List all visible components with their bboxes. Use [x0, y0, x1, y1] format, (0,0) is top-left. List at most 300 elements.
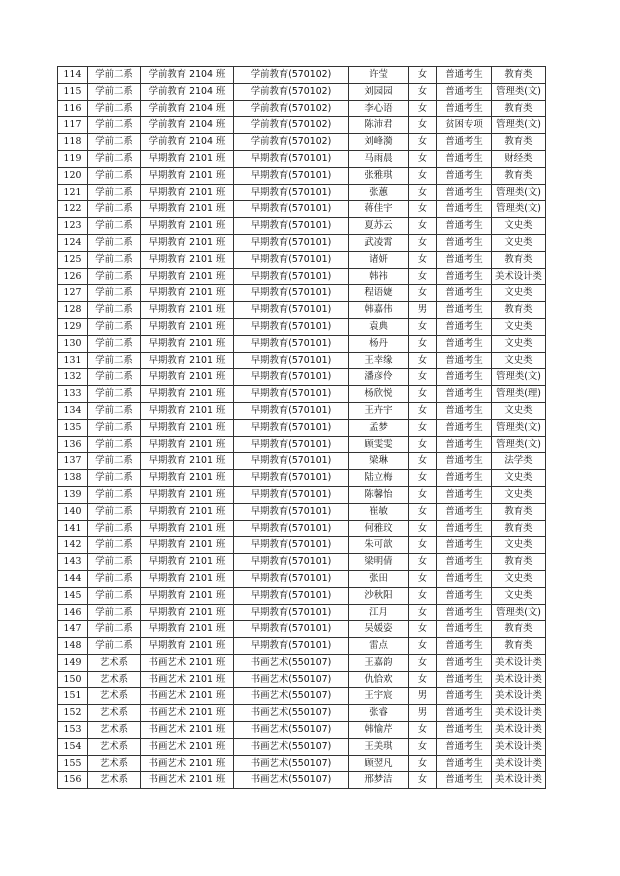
class-name-cell: 早期教育 2101 班	[141, 604, 234, 621]
gender-cell: 女	[409, 134, 437, 151]
row-number-cell: 141	[58, 520, 88, 537]
admission-type-cell: 普通考生	[437, 587, 492, 604]
student-name-cell: 梁琳	[349, 453, 409, 470]
department-cell: 艺术系	[88, 688, 141, 705]
table-row	[58, 402, 546, 419]
exam-category-cell: 教育类	[492, 621, 546, 638]
admission-type-cell: 普通考生	[437, 302, 492, 319]
row-number-cell: 143	[58, 554, 88, 571]
table-row	[58, 604, 546, 621]
table-row	[58, 100, 546, 117]
major-cell: 早期教育(570101)	[234, 285, 349, 302]
table-row	[58, 654, 546, 671]
table-row	[58, 134, 546, 151]
major-cell: 书画艺术(550107)	[234, 688, 349, 705]
table-row	[58, 335, 546, 352]
gender-cell: 女	[409, 117, 437, 134]
exam-category-cell: 美术设计类	[492, 688, 546, 705]
major-cell: 早期教育(570101)	[234, 419, 349, 436]
admission-type-cell: 普通考生	[437, 167, 492, 184]
admission-type-cell: 普通考生	[437, 386, 492, 403]
admission-type-cell: 普通考生	[437, 218, 492, 235]
admission-type-cell: 普通考生	[437, 772, 492, 789]
row-number-cell: 155	[58, 755, 88, 772]
admission-type-cell: 普通考生	[437, 705, 492, 722]
department-cell: 学前二系	[88, 470, 141, 487]
exam-category-cell: 教育类	[492, 134, 546, 151]
major-cell: 早期教育(570101)	[234, 570, 349, 587]
class-name-cell: 早期教育 2101 班	[141, 386, 234, 403]
gender-cell: 女	[409, 402, 437, 419]
student-name-cell: 王嘉韵	[349, 654, 409, 671]
gender-cell: 女	[409, 554, 437, 571]
student-name-cell: 顾雯雯	[349, 436, 409, 453]
row-number-cell: 149	[58, 654, 88, 671]
class-name-cell: 早期教育 2101 班	[141, 318, 234, 335]
admission-type-cell: 普通考生	[437, 251, 492, 268]
row-number-cell: 114	[58, 67, 88, 84]
gender-cell: 女	[409, 285, 437, 302]
student-name-cell: 袁典	[349, 318, 409, 335]
table-row	[58, 705, 546, 722]
gender-cell: 女	[409, 419, 437, 436]
row-number-cell: 130	[58, 335, 88, 352]
class-name-cell: 早期教育 2101 班	[141, 184, 234, 201]
gender-cell: 女	[409, 587, 437, 604]
class-name-cell: 早期教育 2101 班	[141, 218, 234, 235]
class-name-cell: 早期教育 2101 班	[141, 503, 234, 520]
gender-cell: 女	[409, 150, 437, 167]
major-cell: 学前教育(570102)	[234, 134, 349, 151]
table-row	[58, 218, 546, 235]
department-cell: 艺术系	[88, 772, 141, 789]
major-cell: 早期教育(570101)	[234, 201, 349, 218]
gender-cell: 女	[409, 537, 437, 554]
gender-cell: 女	[409, 486, 437, 503]
class-name-cell: 早期教育 2101 班	[141, 419, 234, 436]
student-name-cell: 蒋佳宇	[349, 201, 409, 218]
table-row	[58, 352, 546, 369]
exam-category-cell: 文史类	[492, 234, 546, 251]
gender-cell: 女	[409, 369, 437, 386]
student-name-cell: 杨欣悦	[349, 386, 409, 403]
class-name-cell: 早期教育 2101 班	[141, 352, 234, 369]
major-cell: 早期教育(570101)	[234, 150, 349, 167]
admission-type-cell: 普通考生	[437, 520, 492, 537]
table-row	[58, 83, 546, 100]
row-number-cell: 118	[58, 134, 88, 151]
major-cell: 早期教育(570101)	[234, 402, 349, 419]
admission-type-cell: 普通考生	[437, 537, 492, 554]
class-name-cell: 学前教育 2104 班	[141, 134, 234, 151]
admission-type-cell: 普通考生	[437, 150, 492, 167]
department-cell: 学前二系	[88, 335, 141, 352]
row-number-cell: 121	[58, 184, 88, 201]
row-number-cell: 150	[58, 671, 88, 688]
table-row	[58, 638, 546, 655]
exam-category-cell: 文史类	[492, 587, 546, 604]
major-cell: 学前教育(570102)	[234, 67, 349, 84]
table-row	[58, 453, 546, 470]
student-name-cell: 仇恰欢	[349, 671, 409, 688]
exam-category-cell: 管理类(文)	[492, 201, 546, 218]
major-cell: 早期教育(570101)	[234, 537, 349, 554]
row-number-cell: 127	[58, 285, 88, 302]
exam-category-cell: 文史类	[492, 285, 546, 302]
exam-category-cell: 文史类	[492, 318, 546, 335]
exam-category-cell: 美术设计类	[492, 738, 546, 755]
row-number-cell: 132	[58, 369, 88, 386]
student-name-cell: 潘彦伶	[349, 369, 409, 386]
major-cell: 早期教育(570101)	[234, 251, 349, 268]
class-name-cell: 早期教育 2101 班	[141, 150, 234, 167]
major-cell: 早期教育(570101)	[234, 352, 349, 369]
department-cell: 学前二系	[88, 318, 141, 335]
class-name-cell: 早期教育 2101 班	[141, 537, 234, 554]
admission-type-cell: 普通考生	[437, 100, 492, 117]
row-number-cell: 123	[58, 218, 88, 235]
department-cell: 学前二系	[88, 570, 141, 587]
department-cell: 艺术系	[88, 738, 141, 755]
table-row	[58, 369, 546, 386]
gender-cell: 女	[409, 335, 437, 352]
exam-category-cell: 教育类	[492, 503, 546, 520]
admission-type-cell: 普通考生	[437, 470, 492, 487]
row-number-cell: 152	[58, 705, 88, 722]
row-number-cell: 139	[58, 486, 88, 503]
department-cell: 学前二系	[88, 419, 141, 436]
class-name-cell: 早期教育 2101 班	[141, 486, 234, 503]
row-number-cell: 120	[58, 167, 88, 184]
exam-category-cell: 管理类(文)	[492, 117, 546, 134]
admission-type-cell: 普通考生	[437, 570, 492, 587]
row-number-cell: 145	[58, 587, 88, 604]
department-cell: 学前二系	[88, 234, 141, 251]
admission-type-cell: 普通考生	[437, 621, 492, 638]
exam-category-cell: 文史类	[492, 470, 546, 487]
class-name-cell: 早期教育 2101 班	[141, 402, 234, 419]
major-cell: 学前教育(570102)	[234, 83, 349, 100]
row-number-cell: 125	[58, 251, 88, 268]
major-cell: 书画艺术(550107)	[234, 654, 349, 671]
department-cell: 艺术系	[88, 671, 141, 688]
department-cell: 学前二系	[88, 587, 141, 604]
gender-cell: 女	[409, 386, 437, 403]
exam-category-cell: 财经类	[492, 150, 546, 167]
admission-type-cell: 普通考生	[437, 436, 492, 453]
admission-type-cell: 普通考生	[437, 268, 492, 285]
class-name-cell: 早期教育 2101 班	[141, 470, 234, 487]
admission-type-cell: 普通考生	[437, 234, 492, 251]
gender-cell: 女	[409, 722, 437, 739]
admission-type-cell: 普通考生	[437, 352, 492, 369]
row-number-cell: 147	[58, 621, 88, 638]
student-name-cell: 邢梦洁	[349, 772, 409, 789]
gender-cell: 女	[409, 268, 437, 285]
row-number-cell: 126	[58, 268, 88, 285]
row-number-cell: 129	[58, 318, 88, 335]
table-row	[58, 722, 546, 739]
major-cell: 书画艺术(550107)	[234, 755, 349, 772]
student-name-cell: 程语婕	[349, 285, 409, 302]
major-cell: 早期教育(570101)	[234, 604, 349, 621]
class-name-cell: 学前教育 2104 班	[141, 83, 234, 100]
major-cell: 书画艺术(550107)	[234, 772, 349, 789]
class-name-cell: 书画艺术 2101 班	[141, 688, 234, 705]
major-cell: 早期教育(570101)	[234, 638, 349, 655]
exam-category-cell: 文史类	[492, 352, 546, 369]
gender-cell: 女	[409, 234, 437, 251]
exam-category-cell: 教育类	[492, 302, 546, 319]
department-cell: 学前二系	[88, 184, 141, 201]
class-name-cell: 早期教育 2101 班	[141, 554, 234, 571]
exam-category-cell: 教育类	[492, 100, 546, 117]
row-number-cell: 122	[58, 201, 88, 218]
table-row	[58, 268, 546, 285]
department-cell: 学前二系	[88, 436, 141, 453]
table-row	[58, 386, 546, 403]
admission-type-cell: 普通考生	[437, 369, 492, 386]
row-number-cell: 138	[58, 470, 88, 487]
exam-category-cell: 文史类	[492, 570, 546, 587]
gender-cell: 女	[409, 470, 437, 487]
department-cell: 学前二系	[88, 201, 141, 218]
department-cell: 学前二系	[88, 638, 141, 655]
admission-type-cell: 普通考生	[437, 134, 492, 151]
major-cell: 早期教育(570101)	[234, 470, 349, 487]
table-row	[58, 503, 546, 520]
student-name-cell: 马雨晨	[349, 150, 409, 167]
table-row	[58, 520, 546, 537]
department-cell: 艺术系	[88, 705, 141, 722]
student-name-cell: 李心语	[349, 100, 409, 117]
student-name-cell: 何雅玟	[349, 520, 409, 537]
major-cell: 早期教育(570101)	[234, 486, 349, 503]
table-row	[58, 587, 546, 604]
department-cell: 学前二系	[88, 604, 141, 621]
gender-cell: 女	[409, 100, 437, 117]
gender-cell: 女	[409, 621, 437, 638]
admission-type-cell: 普通考生	[437, 184, 492, 201]
class-name-cell: 早期教育 2101 班	[141, 201, 234, 218]
exam-category-cell: 美术设计类	[492, 755, 546, 772]
class-name-cell: 早期教育 2101 班	[141, 638, 234, 655]
student-name-cell: 王宇宸	[349, 688, 409, 705]
student-name-cell: 许莹	[349, 67, 409, 84]
exam-category-cell: 管理类(文)	[492, 419, 546, 436]
class-name-cell: 学前教育 2104 班	[141, 117, 234, 134]
department-cell: 学前二系	[88, 218, 141, 235]
department-cell: 学前二系	[88, 285, 141, 302]
table-row	[58, 554, 546, 571]
gender-cell: 女	[409, 83, 437, 100]
exam-category-cell: 教育类	[492, 638, 546, 655]
major-cell: 早期教育(570101)	[234, 436, 349, 453]
row-number-cell: 142	[58, 537, 88, 554]
table-row	[58, 150, 546, 167]
major-cell: 早期教育(570101)	[234, 520, 349, 537]
student-name-cell: 陈馨怡	[349, 486, 409, 503]
exam-category-cell: 教育类	[492, 67, 546, 84]
admission-type-cell: 普通考生	[437, 201, 492, 218]
student-name-cell: 武凌霄	[349, 234, 409, 251]
department-cell: 学前二系	[88, 67, 141, 84]
major-cell: 早期教育(570101)	[234, 554, 349, 571]
table-row	[58, 688, 546, 705]
admission-type-cell: 普通考生	[437, 722, 492, 739]
exam-category-cell: 教育类	[492, 167, 546, 184]
student-roster-table	[57, 66, 546, 789]
gender-cell: 女	[409, 570, 437, 587]
gender-cell: 女	[409, 218, 437, 235]
gender-cell: 女	[409, 201, 437, 218]
exam-category-cell: 美术设计类	[492, 654, 546, 671]
major-cell: 书画艺术(550107)	[234, 738, 349, 755]
student-name-cell: 张蕙	[349, 184, 409, 201]
department-cell: 学前二系	[88, 386, 141, 403]
row-number-cell: 134	[58, 402, 88, 419]
major-cell: 学前教育(570102)	[234, 100, 349, 117]
student-name-cell: 张睿	[349, 705, 409, 722]
table-row	[58, 184, 546, 201]
gender-cell: 女	[409, 503, 437, 520]
student-name-cell: 刘园园	[349, 83, 409, 100]
gender-cell: 女	[409, 318, 437, 335]
student-name-cell: 陆立梅	[349, 470, 409, 487]
row-number-cell: 128	[58, 302, 88, 319]
major-cell: 早期教育(570101)	[234, 302, 349, 319]
department-cell: 学前二系	[88, 621, 141, 638]
student-name-cell: 诸妍	[349, 251, 409, 268]
admission-type-cell: 普通考生	[437, 755, 492, 772]
table-row	[58, 537, 546, 554]
gender-cell: 女	[409, 755, 437, 772]
admission-type-cell: 普通考生	[437, 638, 492, 655]
gender-cell: 男	[409, 688, 437, 705]
row-number-cell: 115	[58, 83, 88, 100]
row-number-cell: 137	[58, 453, 88, 470]
student-name-cell: 王幸缘	[349, 352, 409, 369]
student-name-cell: 江月	[349, 604, 409, 621]
student-name-cell: 沙秋阳	[349, 587, 409, 604]
table-row	[58, 621, 546, 638]
gender-cell: 女	[409, 167, 437, 184]
department-cell: 学前二系	[88, 150, 141, 167]
gender-cell: 女	[409, 184, 437, 201]
gender-cell: 女	[409, 520, 437, 537]
table-row	[58, 470, 546, 487]
class-name-cell: 书画艺术 2101 班	[141, 755, 234, 772]
class-name-cell: 书画艺术 2101 班	[141, 705, 234, 722]
exam-category-cell: 管理类(文)	[492, 369, 546, 386]
class-name-cell: 早期教育 2101 班	[141, 436, 234, 453]
exam-category-cell: 教育类	[492, 554, 546, 571]
class-name-cell: 早期教育 2101 班	[141, 302, 234, 319]
table-row	[58, 486, 546, 503]
department-cell: 学前二系	[88, 352, 141, 369]
row-number-cell: 133	[58, 386, 88, 403]
department-cell: 学前二系	[88, 302, 141, 319]
student-name-cell: 张雅琪	[349, 167, 409, 184]
admission-type-cell: 普通考生	[437, 285, 492, 302]
gender-cell: 女	[409, 738, 437, 755]
row-number-cell: 136	[58, 436, 88, 453]
row-number-cell: 131	[58, 352, 88, 369]
table-row	[58, 302, 546, 319]
row-number-cell: 146	[58, 604, 88, 621]
student-name-cell: 韩愉芹	[349, 722, 409, 739]
class-name-cell: 书画艺术 2101 班	[141, 722, 234, 739]
gender-cell: 男	[409, 302, 437, 319]
student-name-cell: 朱可歆	[349, 537, 409, 554]
major-cell: 早期教育(570101)	[234, 335, 349, 352]
exam-category-cell: 文史类	[492, 537, 546, 554]
student-name-cell: 顾翌凡	[349, 755, 409, 772]
row-number-cell: 148	[58, 638, 88, 655]
admission-type-cell: 普通考生	[437, 318, 492, 335]
exam-category-cell: 教育类	[492, 520, 546, 537]
admission-type-cell: 普通考生	[437, 654, 492, 671]
admission-type-cell: 普通考生	[437, 738, 492, 755]
class-name-cell: 早期教育 2101 班	[141, 251, 234, 268]
gender-cell: 女	[409, 638, 437, 655]
major-cell: 早期教育(570101)	[234, 234, 349, 251]
exam-category-cell: 管理类(理)	[492, 386, 546, 403]
admission-type-cell: 普通考生	[437, 688, 492, 705]
row-number-cell: 117	[58, 117, 88, 134]
student-name-cell: 雷点	[349, 638, 409, 655]
department-cell: 艺术系	[88, 722, 141, 739]
department-cell: 学前二系	[88, 453, 141, 470]
major-cell: 早期教育(570101)	[234, 587, 349, 604]
admission-type-cell: 普通考生	[437, 671, 492, 688]
table-row	[58, 117, 546, 134]
table-row	[58, 738, 546, 755]
class-name-cell: 书画艺术 2101 班	[141, 671, 234, 688]
gender-cell: 女	[409, 352, 437, 369]
department-cell: 学前二系	[88, 100, 141, 117]
gender-cell: 女	[409, 453, 437, 470]
table-row	[58, 167, 546, 184]
gender-cell: 女	[409, 654, 437, 671]
gender-cell: 女	[409, 772, 437, 789]
row-number-cell: 116	[58, 100, 88, 117]
exam-category-cell: 美术设计类	[492, 722, 546, 739]
class-name-cell: 早期教育 2101 班	[141, 268, 234, 285]
major-cell: 早期教育(570101)	[234, 268, 349, 285]
exam-category-cell: 教育类	[492, 251, 546, 268]
class-name-cell: 早期教育 2101 班	[141, 167, 234, 184]
student-name-cell: 韩祎	[349, 268, 409, 285]
department-cell: 学前二系	[88, 251, 141, 268]
admission-type-cell: 普通考生	[437, 486, 492, 503]
student-name-cell: 陈沛君	[349, 117, 409, 134]
major-cell: 早期教育(570101)	[234, 453, 349, 470]
row-number-cell: 151	[58, 688, 88, 705]
admission-type-cell: 普通考生	[437, 604, 492, 621]
department-cell: 艺术系	[88, 654, 141, 671]
table-row	[58, 201, 546, 218]
student-name-cell: 韩嘉伟	[349, 302, 409, 319]
class-name-cell: 早期教育 2101 班	[141, 234, 234, 251]
class-name-cell: 书画艺术 2101 班	[141, 654, 234, 671]
row-number-cell: 119	[58, 150, 88, 167]
student-name-cell: 梁明倩	[349, 554, 409, 571]
table-row	[58, 772, 546, 789]
student-name-cell: 崔敏	[349, 503, 409, 520]
admission-type-cell: 普通考生	[437, 402, 492, 419]
major-cell: 早期教育(570101)	[234, 318, 349, 335]
